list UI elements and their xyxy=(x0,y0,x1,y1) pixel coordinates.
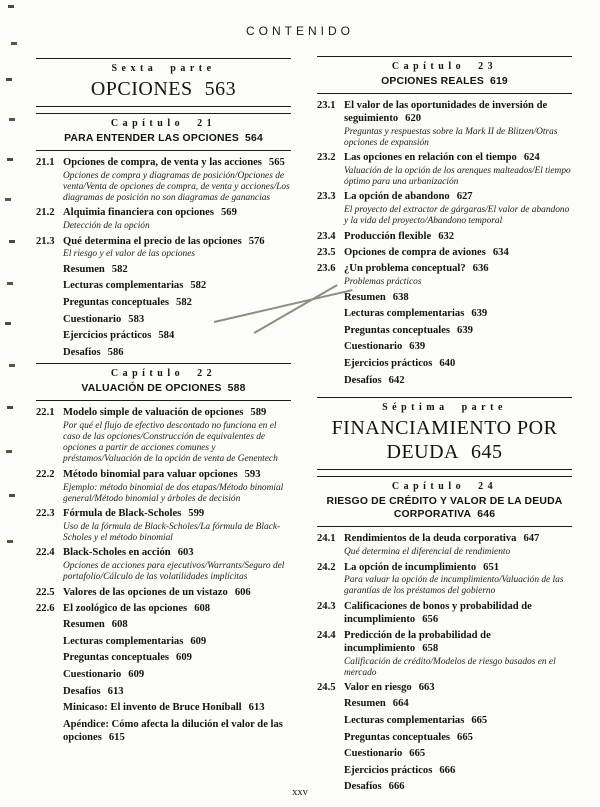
entry-subtopics: Calificación de crédito/Modelos de riesgo basados en el mercado xyxy=(344,656,556,678)
section-number: 22.2 xyxy=(36,468,55,480)
item-label: Resumen xyxy=(344,291,386,303)
contents-heading: CONTENIDO xyxy=(246,24,354,38)
entry-subtopics: Qué determina el diferencial de rendimiento xyxy=(344,547,511,558)
chapter-heading-block xyxy=(317,56,572,94)
item-label: Cuestionario xyxy=(344,341,403,353)
item-page-number: 613 xyxy=(248,702,265,714)
item-label: Preguntas conceptuales xyxy=(344,324,451,336)
entry-label xyxy=(344,601,532,625)
chapter-heading-block xyxy=(36,363,291,401)
item-page-number: 586 xyxy=(107,346,124,358)
entry-page-number: 599 xyxy=(188,508,205,520)
entry-label-text: Fórmula de Black-Scholes xyxy=(63,508,182,520)
toc-entry xyxy=(317,231,572,244)
entry-subtopics: Preguntas y respuestas sobre la Mark II de Blitzen/Otras opciones de expansión xyxy=(344,126,558,148)
part-kicker: Sexta parte xyxy=(111,63,216,74)
folio-page-number: xxv xyxy=(292,787,308,798)
scan-edge-marks xyxy=(0,0,6,3)
toc-item xyxy=(317,732,572,745)
entry-label-text: Black-Scholes en acción xyxy=(63,547,171,559)
entry-label xyxy=(63,469,261,480)
right-column xyxy=(317,56,572,798)
toc-entry xyxy=(36,407,291,465)
entry-label xyxy=(63,207,237,218)
toc-item xyxy=(36,297,291,310)
toc-item xyxy=(36,347,291,360)
chapter-page-number: 564 xyxy=(245,133,263,144)
toc-item xyxy=(36,264,291,277)
entry-page-number: 651 xyxy=(483,561,500,573)
section-number: 24.3 xyxy=(317,600,336,612)
toc-entry xyxy=(317,100,572,149)
divider-rule xyxy=(317,93,572,94)
toc-item xyxy=(36,719,291,745)
item-page-number: 666 xyxy=(388,781,405,793)
entry-subtopics: Uso de la fórmula de Black-Scholes/La fórmula de Black-Scholes y el método binomial xyxy=(63,521,281,543)
entry-page-number: 632 xyxy=(438,230,455,242)
entry-subtopics: Para valuar la opción de incumplimiento/Valuación de las garantías de los préstamos del gobierno xyxy=(344,575,564,597)
entry-label-text: Alquimia financiera con opciones xyxy=(63,207,214,219)
section-number: 22.1 xyxy=(36,407,55,419)
chapter-title xyxy=(317,494,572,526)
part-heading-block xyxy=(36,58,291,107)
item-label: Ejercicios prácticos xyxy=(63,330,152,342)
entry-label-text: Opciones de compra, de venta y las acciones xyxy=(63,157,262,168)
entry-page-number: 656 xyxy=(422,613,439,625)
entry-label-text: Opciones de compra de aviones xyxy=(344,246,486,258)
toc-entry xyxy=(317,630,572,679)
part-title xyxy=(317,415,572,469)
item-page-number: 640 xyxy=(439,357,456,369)
item-page-number: 609 xyxy=(128,669,145,681)
toc-item xyxy=(317,375,572,388)
entry-label-text: ¿Un problema conceptual? xyxy=(344,263,466,275)
item-page-number: 639 xyxy=(409,341,426,353)
entry-label-text: Producción flexible xyxy=(344,230,432,242)
item-page-number: 608 xyxy=(111,619,128,631)
entry-label xyxy=(63,508,204,519)
chapter-heading-block xyxy=(317,476,572,527)
item-label: Apéndice: Cómo afecta la dilución el valor de las opciones xyxy=(63,718,283,743)
entry-page-number: 603 xyxy=(177,547,194,559)
section-number: 24.2 xyxy=(317,561,336,573)
entry-page-number: 647 xyxy=(523,533,540,545)
toc-item xyxy=(36,619,291,632)
entry-subtopics: El riesgo y el valor de las opciones xyxy=(63,249,196,260)
toc-item xyxy=(36,702,291,715)
chapter-title-text: VALUACIÓN DE OPCIONES xyxy=(81,383,222,395)
part-kicker: Séptima parte xyxy=(382,402,507,414)
toc-entry xyxy=(36,508,291,544)
section-number: 22.4 xyxy=(36,547,55,559)
section-number: 23.3 xyxy=(317,191,336,203)
item-page-number: 583 xyxy=(128,313,145,325)
chapter-page-number: 619 xyxy=(489,76,508,87)
divider-rule xyxy=(36,400,291,401)
toc-entry xyxy=(317,247,572,260)
toc-item xyxy=(317,358,572,371)
entry-label xyxy=(344,247,509,258)
item-page-number: 609 xyxy=(190,635,207,647)
item-label: Cuestionario xyxy=(63,669,122,681)
entry-label xyxy=(344,533,539,544)
entry-label xyxy=(63,547,194,558)
entry-label-text: Calificaciones de bonos y probabilidad de incumplimiento xyxy=(344,600,532,625)
item-label: Ejercicios prácticos xyxy=(344,764,433,776)
entry-label-text: Valor en riesgo xyxy=(344,682,412,694)
item-page-number: 615 xyxy=(108,731,125,743)
entry-label xyxy=(63,236,265,247)
item-label: Desafíos xyxy=(344,781,382,793)
entry-label-text: Rendimientos de la deuda corporativa xyxy=(344,533,517,545)
entry-page-number: 589 xyxy=(250,407,267,419)
item-label: Minicaso: El invento de Bruce Honiball xyxy=(63,702,242,714)
item-label: Desafíos xyxy=(344,374,382,386)
section-number: 21.1 xyxy=(36,157,55,168)
toc-columns xyxy=(36,56,572,798)
toc-entry xyxy=(317,682,572,695)
entry-label xyxy=(63,587,251,598)
item-label: Preguntas conceptuales xyxy=(63,297,170,309)
entry-page-number: 576 xyxy=(248,235,265,247)
toc-item xyxy=(317,325,572,338)
toc-entry xyxy=(317,562,572,598)
item-page-number: 642 xyxy=(388,374,405,386)
entry-label-text: La opción de incumplimiento xyxy=(344,561,477,573)
entry-page-number: 627 xyxy=(456,191,473,203)
item-page-number: 582 xyxy=(176,297,192,309)
entry-page-number: 620 xyxy=(405,112,422,124)
entry-label xyxy=(344,630,491,654)
toc-entry xyxy=(317,191,572,227)
item-label: Cuestionario xyxy=(63,313,122,325)
chapter-title-text: OPCIONES REALES xyxy=(381,76,484,87)
toc-item xyxy=(36,669,291,682)
entry-label xyxy=(344,263,489,274)
item-page-number: 665 xyxy=(471,715,488,727)
item-page-number: 638 xyxy=(392,291,409,303)
toc-item xyxy=(317,765,572,778)
entry-subtopics: Por qué el flujo de efectivo descontado no funciona en el caso de las opciones/Construcción de equivalentes de opciones a partir de acciones comunes y préstamos/Valuación de la opción de venta de Genentech xyxy=(63,421,278,465)
item-page-number: 582 xyxy=(190,280,207,292)
item-label: Lecturas complementarias xyxy=(344,715,465,727)
divider-rule xyxy=(36,106,291,107)
item-page-number: 665 xyxy=(409,748,426,760)
entry-page-number: 663 xyxy=(418,682,435,694)
entry-label-text: El zoológico de las opciones xyxy=(63,602,188,614)
section-number: 22.3 xyxy=(36,508,55,520)
toc-entry xyxy=(36,603,291,616)
toc-entry xyxy=(317,533,572,558)
item-page-number: 666 xyxy=(439,764,456,776)
entry-page-number: 634 xyxy=(492,246,509,258)
entry-subtopics: Valuación de la opción de los arenques malteados/El tiempo óptimo para una urbanización xyxy=(344,165,571,187)
toc-item xyxy=(36,652,291,665)
entry-label-text: Predicción de la probabilidad de incumplimiento xyxy=(344,630,491,654)
item-label: Cuestionario xyxy=(344,748,403,760)
section-number: 24.1 xyxy=(317,533,336,545)
item-label: Lecturas complementarias xyxy=(63,280,184,292)
entry-subtopics: Detección de la opción xyxy=(63,221,150,232)
chapter-kicker: Capítulo 24 xyxy=(391,481,498,493)
item-page-number: 609 xyxy=(176,652,192,664)
entry-label xyxy=(63,157,285,168)
item-label: Preguntas conceptuales xyxy=(344,731,451,743)
entry-page-number: 569 xyxy=(220,207,237,219)
entry-subtopics: Problemas prácticos xyxy=(344,277,422,288)
entry-page-number: 636 xyxy=(472,263,489,275)
item-label: Ejercicios prácticos xyxy=(344,357,433,369)
entry-label xyxy=(344,152,540,163)
item-page-number: 665 xyxy=(457,731,473,743)
item-label: Resumen xyxy=(344,698,386,710)
entry-page-number: 658 xyxy=(422,642,439,654)
entry-label-text: Método binomial para valuar opciones xyxy=(63,468,238,480)
chapter-title xyxy=(36,131,291,150)
entry-label xyxy=(344,231,454,242)
toc-item xyxy=(36,280,291,293)
toc-item xyxy=(317,698,572,711)
item-label: Lecturas complementarias xyxy=(63,635,184,647)
entry-label-text: Valores de las opciones de un vistazo xyxy=(63,586,228,598)
section-number: 22.6 xyxy=(36,602,55,614)
entry-label xyxy=(63,407,266,418)
part-title-text: FINANCIAMIENTO POR DEUDA xyxy=(331,417,558,464)
divider-rule xyxy=(317,526,572,527)
section-number: 24.4 xyxy=(317,630,336,642)
entry-label-text: La opción de abandono xyxy=(344,191,450,203)
chapter-kicker: Capítulo 21 xyxy=(110,118,217,129)
item-label: Resumen xyxy=(63,619,105,631)
toc-item xyxy=(317,715,572,728)
part-title-text: OPCIONES xyxy=(90,78,193,100)
item-label: Desafíos xyxy=(63,346,101,358)
chapter-heading-block xyxy=(36,113,291,151)
toc-entry xyxy=(36,547,291,583)
entry-subtopics: Opciones de compra y diagramas de posición/Opciones de venta/Venta de opciones de compra, de venta y acciones/Los diagramas de posición no son diagramas de ganancias xyxy=(63,170,290,203)
chapter-page-number: 646 xyxy=(477,509,496,521)
entry-label xyxy=(63,603,210,614)
section-number: 21.3 xyxy=(36,235,55,247)
entry-label xyxy=(344,562,499,573)
divider-rule xyxy=(317,469,572,470)
toc-item xyxy=(36,636,291,649)
section-number: 21.2 xyxy=(36,207,55,219)
entry-label xyxy=(344,191,473,202)
toc-item xyxy=(36,314,291,327)
toc-entry xyxy=(317,601,572,627)
entry-label-text: Qué determina el precio de las opciones xyxy=(63,235,242,247)
item-label: Lecturas complementarias xyxy=(344,308,465,320)
chapter-kicker: Capítulo 23 xyxy=(391,61,498,72)
entry-page-number: 624 xyxy=(523,152,540,164)
entry-subtopics: Opciones de acciones para ejecutivos/Warrants/Seguro del portafolio/Cálculo de las volatilidades implícitas xyxy=(63,561,285,583)
entry-page-number: 608 xyxy=(194,602,211,614)
entry-label xyxy=(344,100,547,124)
toc-item xyxy=(317,341,572,354)
section-number: 22.5 xyxy=(36,586,55,598)
section-number: 23.6 xyxy=(317,263,336,275)
item-page-number: 582 xyxy=(111,263,128,275)
toc-item xyxy=(317,748,572,761)
chapter-title xyxy=(36,381,291,400)
chapter-title-text: RIESGO DE CRÉDITO Y VALOR DE LA DEUDA CORPORATIVA xyxy=(326,496,563,521)
part-page-number: 563 xyxy=(204,78,237,100)
entry-subtopics: Ejemplo: método binomial de dos etapas/Método binomial general/Método binomial y árboles de decisión xyxy=(63,482,284,504)
entry-page-number: 593 xyxy=(244,468,261,480)
toc-entry xyxy=(36,587,291,600)
item-label: Resumen xyxy=(63,263,105,275)
toc-item xyxy=(36,686,291,699)
entry-subtopics: El proyecto del extractor de gárgaras/El valor de abandono y la vida del proyecto/Abandono temporal xyxy=(344,205,570,227)
item-label: Preguntas conceptuales xyxy=(63,652,170,664)
item-page-number: 584 xyxy=(158,330,175,342)
item-page-number: 639 xyxy=(471,308,488,320)
item-page-number: 664 xyxy=(392,698,409,710)
part-title xyxy=(36,76,291,106)
chapter-page-number: 588 xyxy=(227,383,246,395)
left-column xyxy=(36,56,291,798)
chapter-kicker: Capítulo 22 xyxy=(110,368,217,380)
divider-rule xyxy=(36,150,291,151)
section-number: 23.5 xyxy=(317,246,336,258)
entry-page-number: 565 xyxy=(268,157,285,168)
chapter-title xyxy=(317,74,572,93)
toc-item xyxy=(317,292,572,305)
toc-entry xyxy=(36,469,291,505)
toc-entry xyxy=(317,152,572,188)
item-page-number: 639 xyxy=(457,324,473,336)
chapter-title-text: PARA ENTENDER LAS OPCIONES xyxy=(64,133,239,144)
item-label: Desafíos xyxy=(63,685,101,697)
toc-entry xyxy=(36,236,291,261)
section-number: 23.4 xyxy=(317,230,336,242)
toc-entry xyxy=(36,207,291,232)
entry-label-text: Las opciones en relación con el tiempo xyxy=(344,152,517,164)
section-number: 23.1 xyxy=(317,100,336,111)
toc-entry xyxy=(36,157,291,204)
entry-label xyxy=(344,682,435,693)
toc-entry xyxy=(317,263,572,288)
section-number: 24.5 xyxy=(317,682,336,694)
part-page-number: 645 xyxy=(471,441,503,464)
entry-label-text: El valor de las oportunidades de inversión de seguimiento xyxy=(344,100,548,124)
part-heading-block xyxy=(317,397,572,470)
entry-page-number: 606 xyxy=(234,586,251,598)
item-page-number: 613 xyxy=(107,685,124,697)
section-number: 23.2 xyxy=(317,152,336,164)
toc-item xyxy=(317,308,572,321)
entry-label-text: Modelo simple de valuación de opciones xyxy=(63,407,244,419)
